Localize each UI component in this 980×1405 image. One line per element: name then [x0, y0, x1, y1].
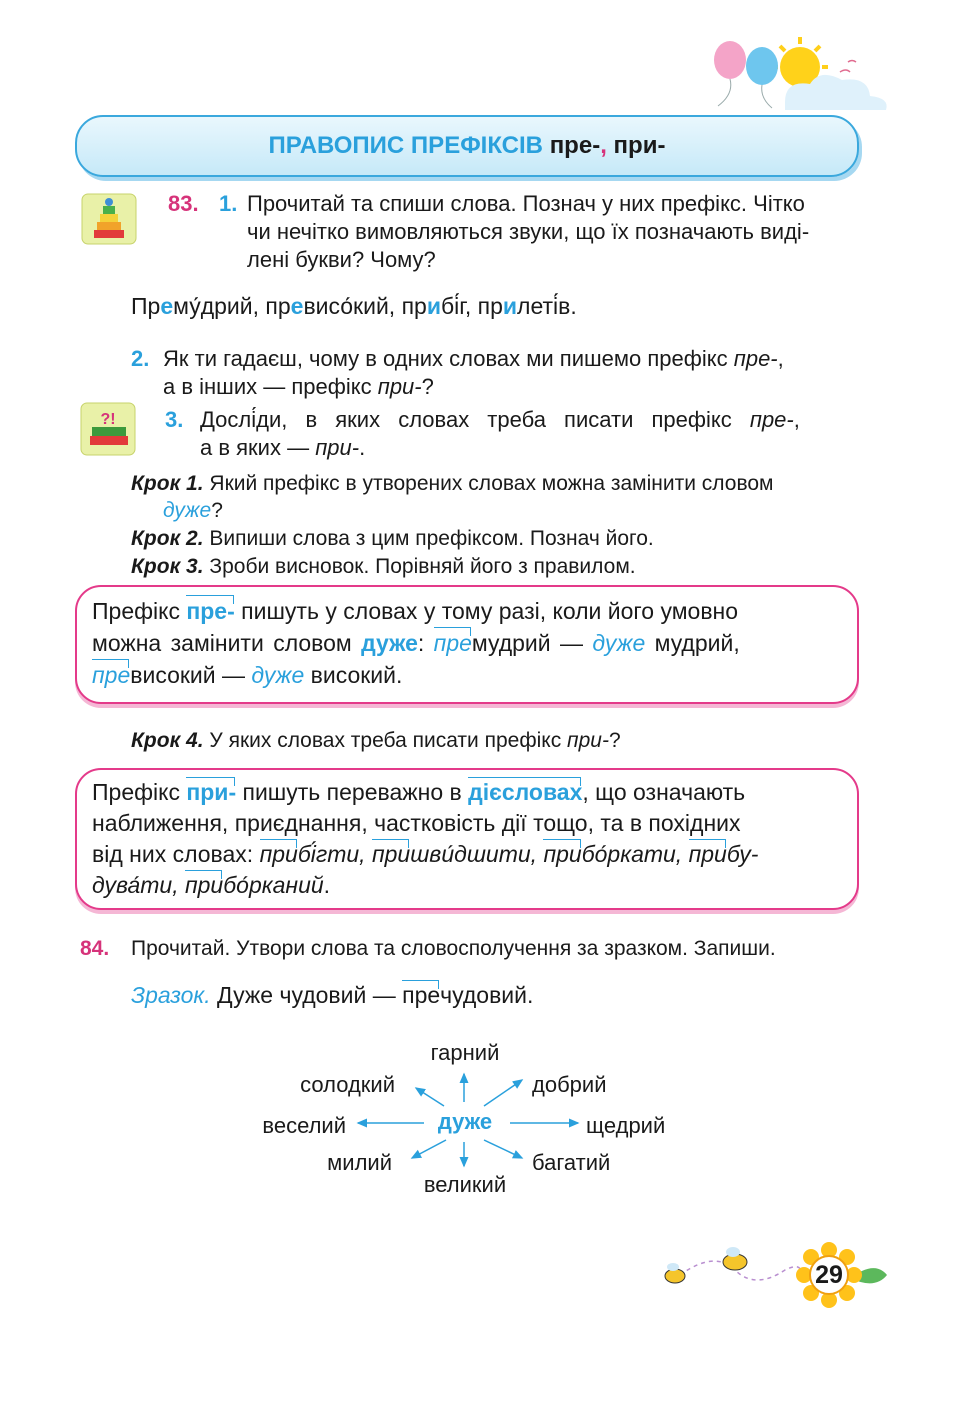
- diagram-word-top-right: добрий: [532, 1072, 607, 1097]
- task3-line-1: Дослі́ди, в яких словах треба писати префікс пре-,: [200, 407, 800, 432]
- balloons-sun-decoration: [690, 32, 900, 117]
- task2-line-1: Як ти гадаєш, чому в одних словах ми пишемо префікс пре-,: [163, 346, 784, 371]
- title-prefix-pry: при-: [613, 132, 666, 159]
- task2-line-2: а в інших — префікс при-?: [163, 374, 434, 399]
- rule-pry-line-2: наближення, приєднання, частковість дії тощо, та в похідних: [92, 810, 741, 836]
- rule-pre-line-3: превисокий — дуже високий.: [92, 659, 842, 691]
- diagram-word-right: щедрий: [586, 1113, 666, 1138]
- word-3: прибі́г,: [395, 293, 472, 319]
- diagram-word-bottom-left: милий: [327, 1150, 392, 1175]
- books-question-icon: [78, 400, 138, 458]
- diagram-word-top-left: солодкий: [300, 1072, 395, 1097]
- rule-pry-line-3: від них словах: прибі́гти, пришви́дшити, прибо́ркати, прибу-: [92, 839, 844, 870]
- diagram-center-word: дуже: [437, 1109, 493, 1134]
- task1-line-2: чи нечітко вимовляються звуки, що їх позначають виді-: [247, 219, 810, 244]
- task1-line-3: лені букви? Чому?: [247, 247, 436, 272]
- title-banner: [75, 115, 859, 177]
- rule-pre-line-2: можна замінити словом дуже: премудрий — дуже мудрий,: [92, 627, 842, 659]
- diagram-word-bottom: великий: [423, 1172, 507, 1197]
- title-comma: ,: [600, 132, 607, 159]
- svg-text:?!: ?!: [100, 411, 116, 428]
- ex84-sample: Зразок. Дуже чудовий — пречудовий.: [131, 982, 534, 1008]
- bee-icon: [723, 1247, 747, 1270]
- diagram-word-left: веселий: [262, 1113, 346, 1138]
- diagram-word-top: гарний: [430, 1040, 500, 1065]
- title-prefix-pre: пре-: [549, 132, 601, 159]
- step-1: Крок 1. Який префікс в утворених словах можна замінити словом: [131, 472, 774, 495]
- rule-pry-line-1: Префікс при- пишуть переважно в дієсловах, що означають: [92, 777, 844, 808]
- ex83-word-list: [131, 292, 577, 320]
- word-2: превисо́кий,: [259, 293, 396, 319]
- word-4: прилеті́в.: [471, 293, 577, 319]
- toy-pyramid-icon: [78, 190, 140, 248]
- rule-pry-text: [92, 777, 844, 901]
- pink-balloon-icon: [714, 41, 746, 79]
- page-title: [77, 117, 857, 175]
- diagram-word-bottom-right: багатий: [532, 1150, 611, 1175]
- rule-pre-text: [92, 595, 842, 691]
- step-1-continued: дуже?: [163, 499, 223, 522]
- task3-line-2: а в яких — при-.: [200, 435, 366, 460]
- title-main: ПРАВОПИС ПРЕФІКСІВ: [268, 132, 544, 159]
- task2-number: 2.: [131, 346, 150, 371]
- rule-pre-line-1: Префікс пре- пишуть у словах у тому разі, коли його умовно: [92, 595, 842, 627]
- step-2: Крок 2. Випиши слова з цим префіксом. Познач його.: [131, 527, 654, 550]
- step-3: Крок 3. Зроби висновок. Порівняй його з правилом.: [131, 555, 636, 578]
- rule-pry-line-4: дува́ти, прибо́рканий.: [92, 870, 844, 901]
- ex84-instruction: Прочитай. Утвори слова та словосполучення за зразком. Запиши.: [131, 937, 776, 960]
- task1-number: 1.: [219, 191, 238, 216]
- task3-number: 3.: [165, 407, 184, 432]
- word-1: Прему́дрий,: [131, 293, 259, 319]
- task1-line-1: Прочитай та спиши слова. Познач у них префікс. Чітко: [247, 191, 805, 216]
- step-4: Крок 4. У яких словах треба писати префікс при-?: [131, 729, 621, 752]
- ex83-number: 83.: [168, 191, 199, 216]
- word-star-diagram: [240, 1030, 700, 1205]
- blue-balloon-icon: [746, 47, 778, 85]
- bee-icon: [665, 1263, 685, 1283]
- ex84-number: 84.: [80, 937, 110, 960]
- page-number: 29: [815, 1261, 843, 1289]
